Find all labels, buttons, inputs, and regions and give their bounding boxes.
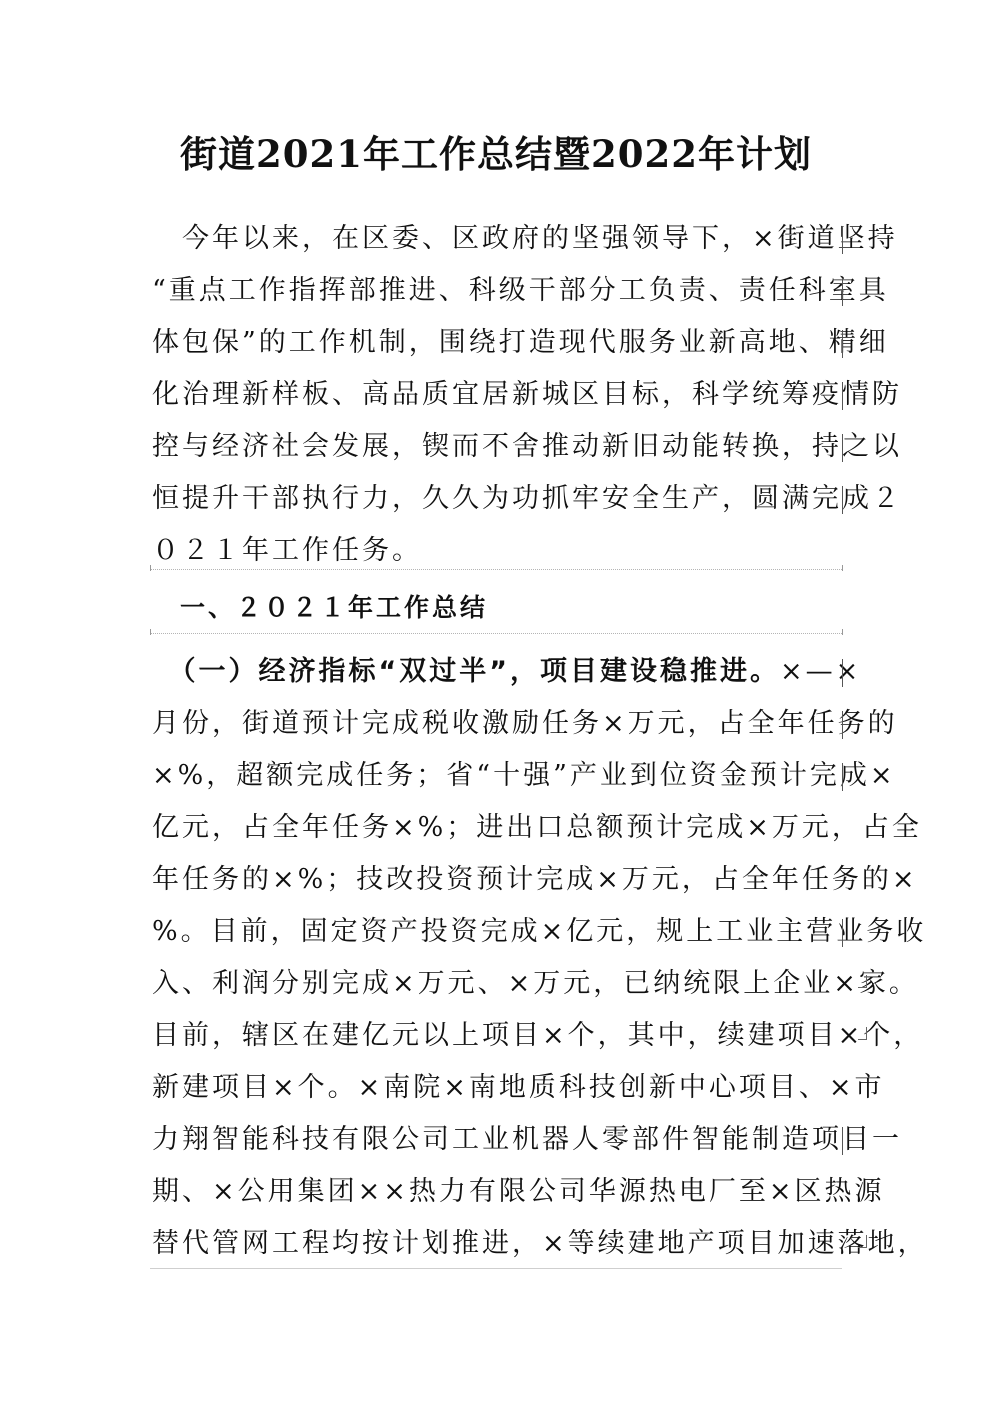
body-line-5: %。目前，固定资产投资完成×亿元，规上工业主营业务收 [152,916,927,947]
margin-corner-mark [858,1027,867,1040]
document-title: 街道2021年工作总结暨2022年计划 [180,132,812,176]
page-bottom-rule [150,1268,842,1269]
separator-tick [150,629,151,635]
intro-line-7: ０２１年工作任务。 [152,535,422,566]
margin-mark [842,486,843,514]
subsection-first-line [152,646,861,698]
margin-mark [842,711,843,739]
body-line-2: ×%，超额完成任务；省“十强”产业到位资金预计完成× [152,760,896,791]
margin-mark [842,278,843,306]
intro-line-6: 恒提升干部执行力，久久为功抓牢安全生产，圆满完成２ [152,483,902,514]
body-line-9: 力翔智能科技有限公司工业机器人零部件智能制造项目一 [152,1124,902,1155]
margin-mark [842,226,843,254]
section-heading: 一、２０２１年工作总结 [152,593,489,622]
intro-line-5: 控与经济社会发展，锲而不舍推动新旧动能转换，持之以 [152,431,902,462]
margin-mark [842,382,843,410]
margin-mark [842,330,843,358]
paragraph-separator [150,633,842,634]
body-line-6: 入、利润分别完成×万元、×万元，已纳统限上企业×家。 [152,968,919,999]
margin-mark [842,659,843,687]
body-line-10: 期、×公用集团××热力有限公司华源热电厂至×区热源 [152,1176,885,1207]
intro-line-2: “重点工作指挥部推进、科级干部分工负责、责任科室具 [152,275,889,306]
body-line-4: 年任务的×%；技改投资预计完成×万元，占全年任务的× [152,864,918,895]
margin-mark [842,434,843,462]
body-line-7: 目前，辖区在建亿元以上项目×个，其中，续建项目×个， [152,1020,924,1051]
margin-corner-mark [858,975,867,988]
margin-mark [842,919,843,947]
paragraph-separator [150,569,842,570]
intro-line-1: 今年以来，在区委、区政府的坚强领导下，×街道坚持 [152,223,898,254]
body-line-3: 亿元，占全年任务×%；进出口总额预计完成×万元，占全 [152,812,922,843]
subsection-heading: （一）经济指标“双过半”，项目建设稳推进。 [152,656,780,687]
intro-line-4: 化治理新样板、高品质宜居新城区目标，科学统筹疫情防 [152,379,902,410]
body-line-11: 替代管网工程均按计划推进，×等续建地产项目加速落地， [152,1228,928,1259]
body-line-8: 新建项目×个。×南院×南地质科技创新中心项目、×市 [152,1072,885,1103]
margin-mark [842,763,843,791]
intro-line-3: 体包保”的工作机制，围绕打造现代服务业新高地、精细 [152,327,889,358]
separator-tick [150,565,151,571]
subsection-first-line-text: ×—× [780,656,862,687]
separator-tick [842,565,843,571]
margin-mark [842,1127,843,1155]
separator-tick [842,629,843,635]
margin-corner-mark [858,1235,867,1248]
body-line-1: 月份，街道预计完成税收激励任务×万元，占全年任务的 [152,708,898,739]
